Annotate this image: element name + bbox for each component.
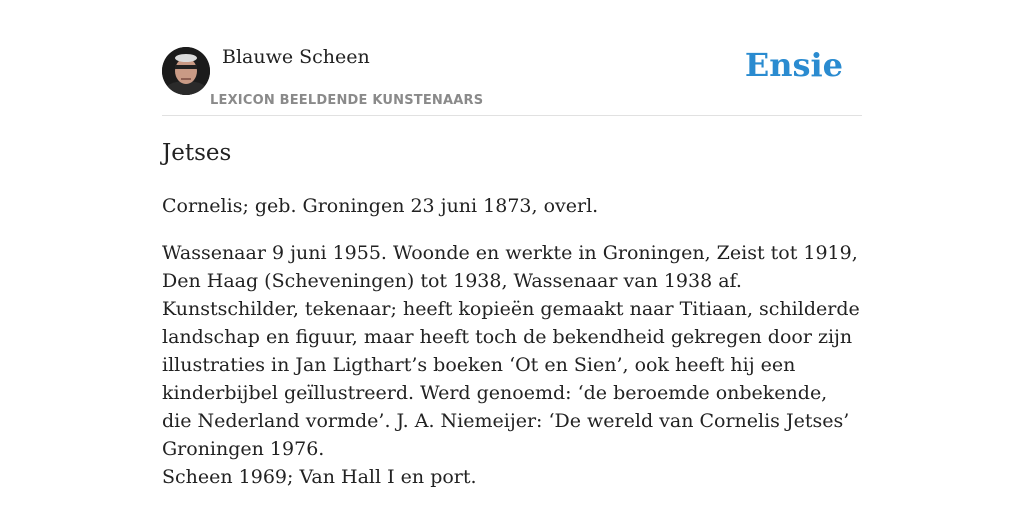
entry-card (162, 0, 862, 512)
brand-logo[interactable]: Ensie (744, 46, 843, 84)
entry-title: Jetses (162, 140, 232, 166)
entry-paragraph: Scheen 1969; Van Hall I en port. (162, 466, 477, 488)
avatar-photo-icon (162, 47, 210, 95)
entry-paragraph: Wassenaar 9 juni 1955. Woonde en werkte in Groningen, Zeist tot 1919, Den Haag (Scheveningen) tot 1938, Wassenaar van 1938 af. Kunstschilder, tekenaar; heeft kopieën gemaakt naar Titiaan, schilderde landschap en figuur, maar heeft toch de bekendheid gekregen door zijn illustraties in Jan Ligthart’s boeken ‘Ot en Sien’, ook heeft hij een kinderbijbel geïllustreerd. Werd genoemd: ‘de beroemde onbekende, die Nederland vormde’. J. A. Niemeijer: ‘De wereld van Cornelis Jetses’ Groningen 1976. (162, 242, 860, 460)
publication-name[interactable]: LEXICON BEELDENDE KUNSTENAARS (210, 93, 484, 108)
author-avatar[interactable] (162, 47, 210, 95)
entry-paragraph: Cornelis; geb. Groningen 23 juni 1873, overl. (162, 195, 599, 217)
author-name[interactable]: Blauwe Scheen (222, 46, 370, 68)
entry-header (162, 0, 862, 116)
